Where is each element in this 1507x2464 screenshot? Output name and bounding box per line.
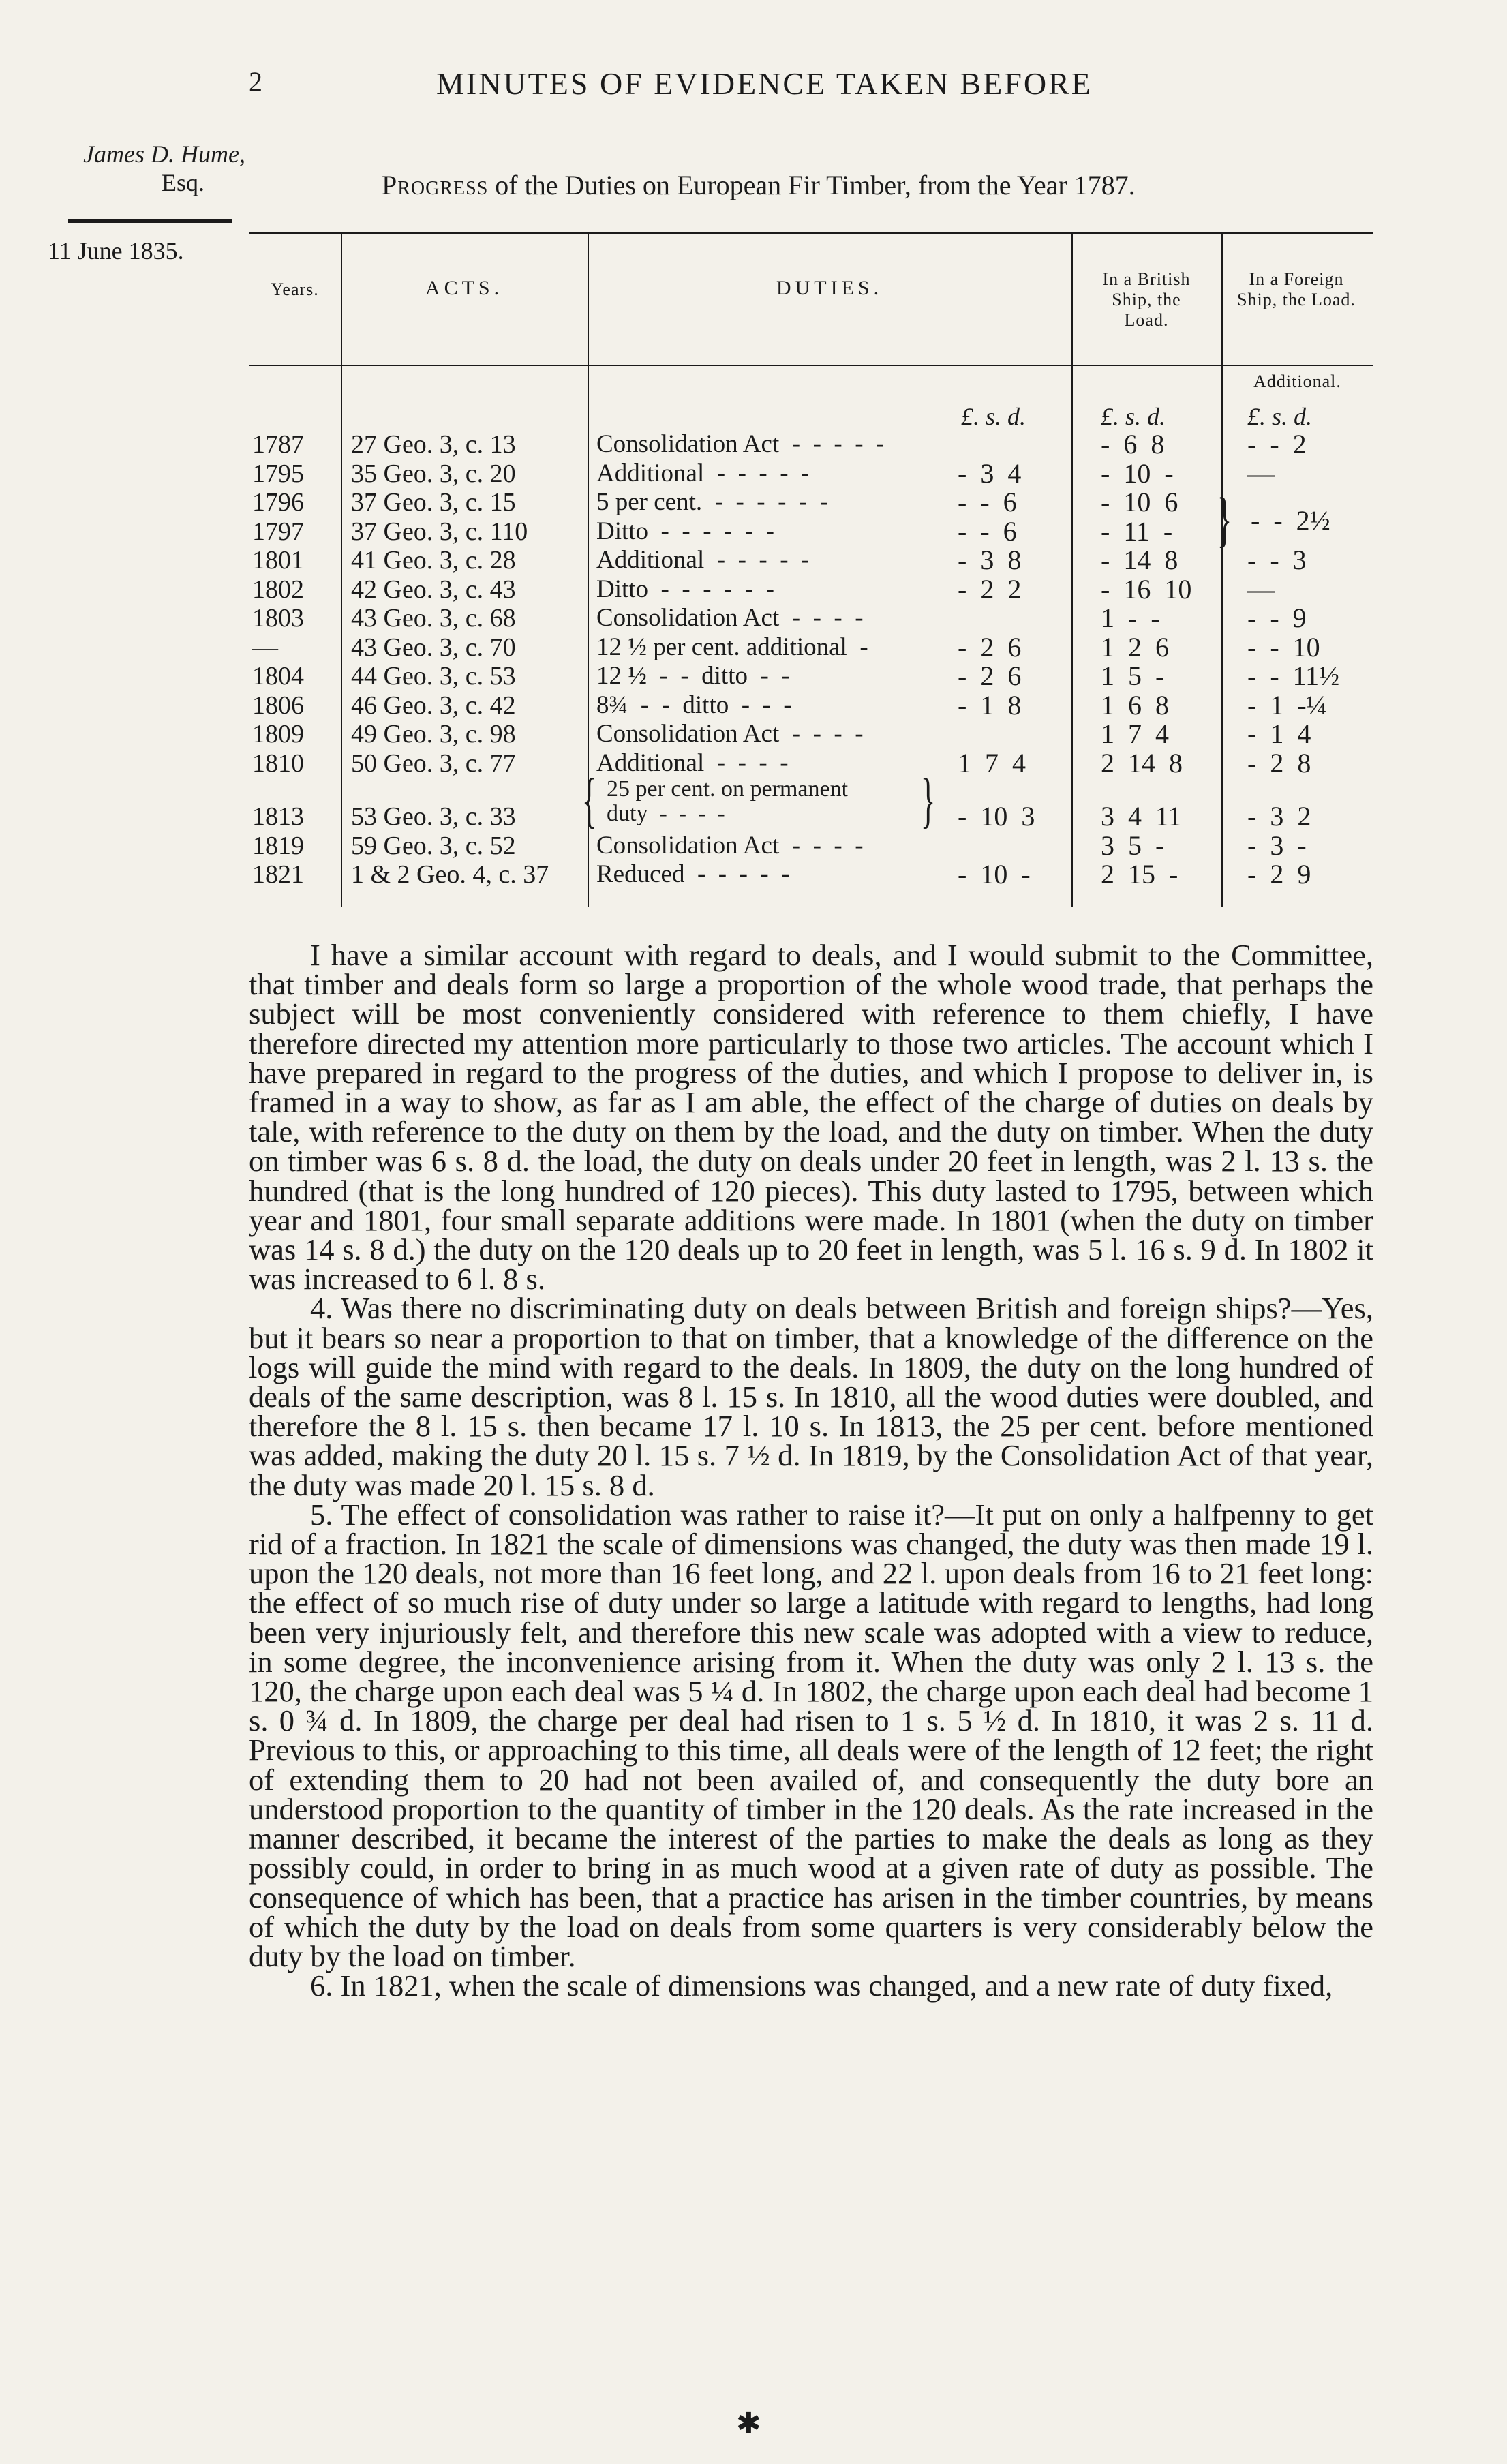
foreign-1796-1797: - - 2½ [1251,505,1330,536]
cell-duty: Reduced - - - - - [596,860,790,888]
brace-1796-1797: } [1217,486,1232,553]
cell-duty-amount: - 3 8 [958,545,1022,575]
cell-british-load: 1 - - [1101,603,1160,633]
cell-foreign-additional: — [1247,457,1275,489]
unit-british: £. s. d. [1101,403,1166,430]
witness-name: James D. Hume, [83,140,245,168]
footer-ornament: ✱ [736,2407,761,2440]
cell-act: 37 Geo. 3, c. 15 [351,488,516,517]
table-divider-years [341,232,342,907]
header-duties: DUTIES. [776,277,883,299]
paragraph-5: 5. The effect of consolidation was rather to raise it?—It put on only a halfpenny to get rid of a fraction. In 1821 the scale of dimensions was changed, the duty was then made 19 l. upon the 120 deals, not more than 16 feet long, and 22 l. upon deals from 16 to 21 feet long: the effect of so much rise of duty under so large a latitude with regard to lengths, had long been very injuriously felt, and therefore this new scale was adopted with a view to reduce, in some degree, the inconvenience arising from it. When the duty was only 2 l. 13 s. the 120, the charge upon each deal was 5 ¼ d. In 1802, the charge upon each deal had become 1 s. 0 ¾ d. In 1809, the charge per deal had risen to 1 s. 5 ½ d. In 1810, it was 2 s. 11 d. Previous to this, or approaching to this time, all deals were of the length of 12 feet; the right of extending them to 20 had not been availed of, and consequently the duty bore an understood proportion to the quantity of timber in the 120 deals. As the rate increased in the manner described, it became the interest of the parties to make the deals as long as they possibly could, in order to bring in as much wood at a given rate of duty as possible. The consequence of which has been, that a practice has arisen in the timber countries, by means of which the duty by the load on deals from some quarters is very considerably below the duty by the load on timber. [249,1497,1373,1973]
cell-year: 1787 [252,430,304,459]
evidence-body [249,938,1373,2003]
cell-act: 41 Geo. 3, c. 28 [351,546,516,575]
cell-act: 42 Geo. 3, c. 43 [351,575,516,604]
evidence-date: 11 June 1835. [48,237,184,264]
table-title-prefix: Progress [382,170,489,200]
cell-year: 1797 [252,517,304,546]
cell-foreign-additional: - - 3 [1247,545,1307,575]
cell-duty-amount: - - 6 [958,515,1017,547]
table-divider-duties [1071,232,1073,907]
cell-year: 1806 [252,690,304,720]
cell-duty: 12 ½ - - ditto - - [596,662,790,690]
cell-duty: 12 ½ per cent. additional - [596,633,868,661]
cell-year: 1810 [252,748,304,778]
cell-foreign-additional: - - 10 [1247,631,1320,663]
cell-year: 1819 [252,831,304,860]
cell-foreign-additional: - 2 8 [1247,747,1311,778]
cell-year: 1813 [252,802,304,831]
cell-duty-amount: - 3 4 [958,457,1022,489]
cell-act: 46 Geo. 3, c. 42 [351,690,516,720]
duty-1813-line1: 25 per cent. on permanent [607,776,849,802]
cell-duty: Additional - - - - - [596,546,810,574]
unit-duty: £. s. d. [961,403,1026,430]
cell-british-load: - 16 10 [1101,573,1192,605]
cell-act: 59 Geo. 3, c. 52 [351,831,516,860]
cell-year: — [252,633,278,662]
cell-duty: 5 per cent. - - - - - - [596,488,829,516]
cell-british-load: - 11 - [1101,515,1173,547]
cell-foreign-additional: - 1 4 [1247,718,1311,749]
cell-duty-amount: - 2 6 [958,631,1022,663]
cell-year: 1801 [252,546,304,575]
cell-year: 1821 [252,860,304,889]
cell-duty: Ditto - - - - - - [596,575,774,603]
cell-year: 1802 [252,575,304,604]
brace-1813-left: { [581,767,597,834]
cell-year: 1795 [252,459,304,488]
page-header [0,65,1507,106]
cell-british-load: 2 15 - [1101,859,1178,889]
header-acts: ACTS. [425,277,504,299]
cell-british-load: 1 6 8 [1101,689,1169,720]
cell-year: 1803 [252,604,304,633]
cell-foreign-additional: — [1247,573,1275,605]
table-divider-british [1221,232,1223,907]
running-head: MINUTES OF EVIDENCE TAKEN BEFORE [436,66,1093,101]
cell-foreign-additional: - - 2 [1247,429,1307,459]
cell-british-load: - 6 8 [1101,429,1165,459]
cell-british-load: - 14 8 [1101,545,1178,575]
duties-table [249,232,1373,913]
cell-year: 1804 [252,662,304,690]
cell-act: 1 & 2 Geo. 4, c. 37 [351,860,549,889]
cell-act: 37 Geo. 3, c. 110 [351,517,528,546]
sidenote-rule [68,219,232,223]
cell-year: 1796 [252,488,304,517]
cell-duty: Consolidation Act - - - - [596,720,864,748]
cell-act: 44 Geo. 3, c. 53 [351,662,516,690]
cell-british-load: 1 7 4 [1101,718,1169,749]
cell-british-load: 1 5 - [1101,660,1165,691]
cell-british-load: - 10 6 [1101,487,1178,517]
cell-british-load: 2 14 8 [1101,747,1183,778]
cell-duty: Consolidation Act - - - - [596,831,864,860]
cell-act: 49 Geo. 3, c. 98 [351,720,516,748]
cell-duty: Consolidation Act - - - - [596,604,864,632]
cell-duty-amount: - - 6 [958,487,1017,517]
cell-duty: Consolidation Act - - - - - [596,430,885,458]
cell-british-load: 3 5 - [1101,830,1165,861]
cell-act: 43 Geo. 3, c. 68 [351,604,516,633]
cell-foreign-additional: - 2 9 [1247,859,1311,889]
duty-1813-line2: duty - - - - [607,801,725,826]
header-foreign-ship: In a Foreign Ship, the Load. [1237,269,1356,309]
cell-foreign-additional: - 3 2 [1247,801,1311,832]
paragraph-deals-account: I have a similar account with regard to deals, and I would submit to the Committee, that timber and deals form so large a proportion of the whole wood trade, that perhaps the subject will be most conveniently considered with reference to them chiefly, I have therefore directed my attention more particularly to those two articles. The account which I have prepared in regard to the progress of the duties, and which I propose to deliver in, is framed in a way to show, as far as I am able, the effect of the charge of duties on deals by tale, with reference to the duty on them by the load, and the duty on timber. When the duty on timber was 6 s. 8 d. the load, the duty on deals under 20 feet in length, was 2 l. 13 s. the hundred (that is the long hundred of 120 pieces). This duty lasted to 1795, between which year and 1801, four small separate additions were made. In 1801 (when the duty on timber was 14 s. 8 d.) the duty on the 120 deals up to 20 feet in length, was 5 l. 16 s. 9 d. In 1802 it was increased to 6 l. 8 s. [249,938,1373,1296]
table-header-rule [249,365,1373,366]
cell-duty-amount: - 10 3 [958,801,1035,832]
cell-foreign-additional: - - 11½ [1247,660,1340,691]
cell-act: 27 Geo. 3, c. 13 [351,430,516,459]
header-british-ship: In a British Ship, the Load. [1102,269,1191,330]
cell-duty: Ditto - - - - - - [596,517,774,545]
cell-duty: Additional - - - - [596,748,789,777]
header-years: Years. [271,279,319,299]
unit-foreign: £. s. d. [1247,403,1313,430]
cell-act: 35 Geo. 3, c. 20 [351,459,516,488]
cell-duty-amount: - 2 2 [958,573,1022,605]
cell-foreign-additional: - 1 -¼ [1247,689,1327,720]
cell-act: 53 Geo. 3, c. 33 [351,802,516,831]
cell-duty-amount: - 1 8 [958,689,1022,720]
cell-duty-amount: - 10 - [958,859,1031,889]
table-title [382,169,1136,201]
cell-foreign-additional: - 3 - [1247,830,1307,861]
cell-british-load: - 10 - [1101,457,1174,489]
paragraph-4: 4. Was there no discriminating duty on deals between British and foreign ships?—Yes, but it bears so near a proportion to that on timber, that a knowledge of the difference on the logs will guide the mind with regard to the deals. In 1809, the duty on the long hundred of deals of the same description, was 8 l. 15 s. In 1810, all the wood duties were doubled, and therefore the 8 l. 15 s. then became 17 l. 10 s. In 1813, the 25 per cent. before mentioned was added, making the duty 20 l. 15 s. 7 ½ d. In 1819, by the Consolidation Act of that year, the duty was made 20 l. 15 s. 8 d. [249,1291,1373,1502]
cell-british-load: 1 2 6 [1101,631,1169,663]
margin-sidenote [48,140,245,265]
cell-duty: 8¾ - - ditto - - - [596,690,792,719]
cell-duty-amount: 1 7 4 [958,747,1026,778]
page-number: 2 [249,66,262,97]
table-top-rule [249,232,1373,234]
cell-foreign-additional: - - 9 [1247,603,1307,633]
cell-british-load: 3 4 11 [1101,801,1182,832]
table-title-rest: of the Duties on European Fir Timber, from the Year 1787. [488,170,1136,200]
header-additional: Additional. [1253,371,1341,391]
cell-act: 50 Geo. 3, c. 77 [351,748,516,778]
cell-duty: Additional - - - - - [596,459,810,487]
cell-duty-amount: - 2 6 [958,660,1022,691]
paragraph-6: 6. In 1821, when the scale of dimensions was changed, and a new rate of duty fixed, [310,1968,1333,2003]
cell-act: 43 Geo. 3, c. 70 [351,633,516,662]
witness-title: Esq. [162,169,204,196]
brace-1813-right: } [920,767,936,834]
cell-year: 1809 [252,720,304,748]
